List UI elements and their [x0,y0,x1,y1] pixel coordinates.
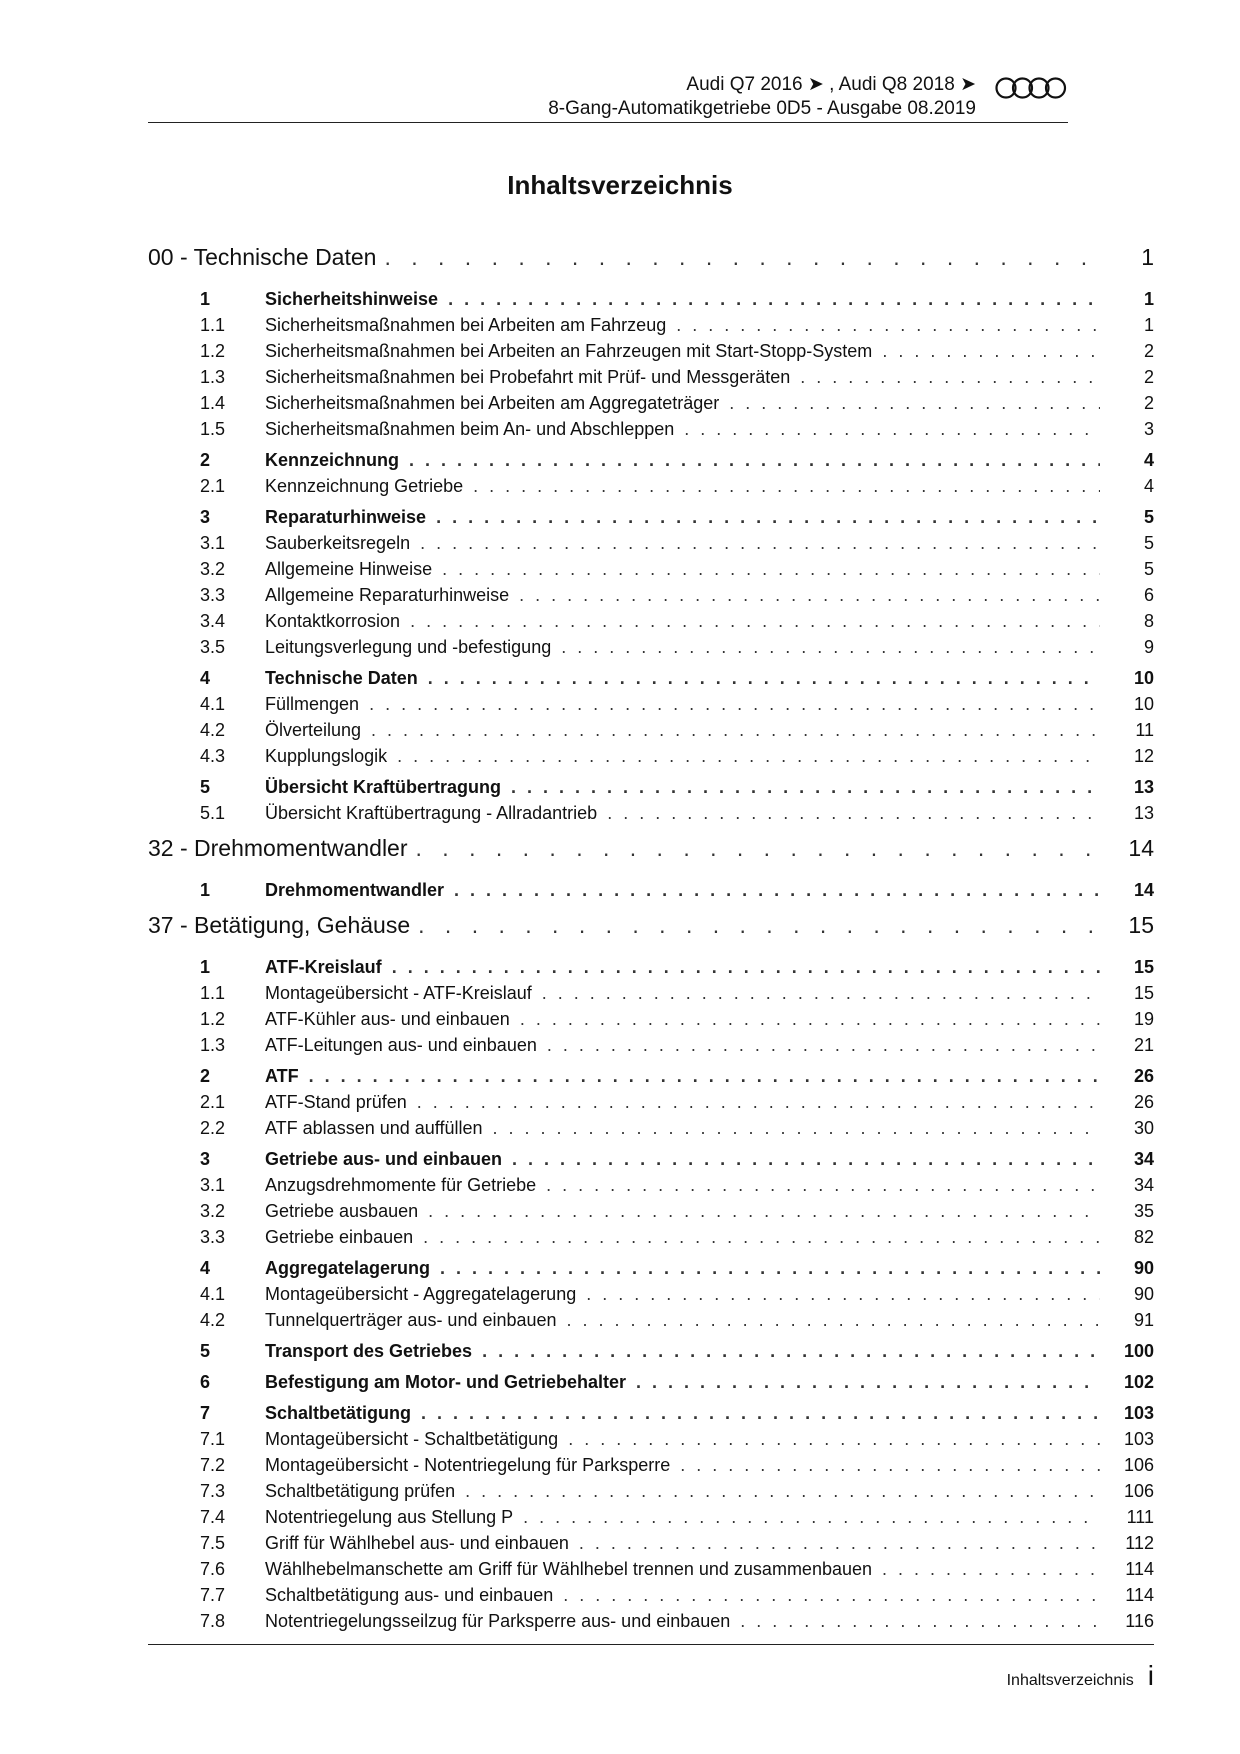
toc-entry-number: 2 [200,1066,211,1086]
toc-entry-number: 3.4 [200,611,226,631]
toc-section-entry[interactable] [148,777,1154,803]
toc-entry-number: 3.2 [200,1201,226,1221]
toc-subsection-entry[interactable] [148,393,1154,419]
toc-entry-number: 4.1 [200,1284,226,1304]
toc-leader-dots [454,880,1100,901]
toc-entry-title: Sicherheitsmaßnahmen bei Arbeiten am Aggregateträger [265,393,720,413]
toc-leader-dots [428,1201,1100,1222]
toc-entry-number: 7.4 [200,1507,226,1527]
footer-label: Inhaltsverzeichnis [1006,1672,1134,1689]
toc-entry-number: 7.8 [200,1611,226,1631]
toc-chapter-heading[interactable] [148,835,1154,875]
toc-entry-page: 19 [1133,1009,1154,1029]
toc-entry-title: Transport des Getriebes [265,1341,473,1361]
toc-entry-page: 21 [1133,1035,1154,1055]
toc-leader-dots [409,450,1100,471]
toc-leader-dots [882,1559,1100,1580]
toc-chapter-title: 32 - Drehmomentwandler [148,835,408,861]
toc-leader-dots [586,1284,1100,1305]
toc-entry-title: Befestigung am Motor- und Getriebehalter [265,1372,627,1392]
table-of-contents [148,238,1154,1637]
toc-entry-title: Füllmengen [265,694,360,714]
toc-chapter [148,244,1154,829]
toc-leader-dots [384,244,1100,271]
page-title: Inhaltsverzeichnis [507,170,733,200]
toc-leader-dots [309,1066,1100,1087]
toc-entry-number: 7.6 [200,1559,226,1579]
toc-entry-number: 7 [200,1403,211,1423]
toc-entry-number: 1.3 [200,367,226,387]
toc-subsection-entry[interactable] [148,1035,1154,1061]
toc-subsection-entry[interactable] [148,476,1154,502]
toc-entry-number: 1.2 [200,1009,226,1029]
toc-entry-number: 2.1 [200,476,226,496]
toc-entry-number: 4 [200,668,211,688]
toc-subsection-entry[interactable] [148,1009,1154,1035]
toc-entry-number: 1.2 [200,341,226,361]
toc-leader-dots [416,835,1100,862]
toc-subsection-entry[interactable] [148,1429,1154,1455]
toc-leader-dots [512,1149,1100,1170]
toc-chapter-page: 1 [1141,244,1154,270]
toc-entry-number: 7.2 [200,1455,226,1475]
toc-subsection-entry[interactable] [148,1481,1154,1507]
toc-entry-number: 1.1 [200,983,226,1003]
toc-entry-page: 9 [1143,637,1154,657]
toc-chapter-title: 37 - Betätigung, Gehäuse [148,912,411,938]
footer-page-number: i [1147,1660,1154,1691]
toc-entry-title: Montageübersicht - Notentriegelung für Parksperre [265,1455,671,1475]
toc-entry-number: 4.2 [200,1310,226,1330]
toc-entry-number: 6 [200,1372,211,1392]
toc-leader-dots [369,694,1100,715]
toc-entry-title: ATF-Leitungen aus- und einbauen [265,1035,537,1055]
toc-leader-dots [561,637,1100,658]
toc-leader-dots [421,1403,1100,1424]
toc-leader-dots [607,803,1100,824]
toc-subsection-entry[interactable] [148,1310,1154,1336]
toc-entry-number: 3.2 [200,559,226,579]
toc-entry-page: 90 [1133,1258,1154,1278]
toc-entry-number: 3.1 [200,533,226,553]
toc-leader-dots [420,533,1100,554]
toc-entry-page: 10 [1133,668,1154,688]
toc-entry-title: ATF-Kreislauf [265,957,382,977]
toc-entry-title: Sicherheitsmaßnahmen bei Arbeiten an Fahrzeugen mit Start-Stopp-System [265,341,873,361]
toc-subsection-entry[interactable] [148,746,1154,772]
toc-subsection-entry[interactable] [148,803,1154,829]
toc-entry-page: 3 [1143,419,1154,439]
toc-leader-dots [397,746,1100,767]
toc-entry-number: 3.1 [200,1175,226,1195]
page-footer [1007,1660,1154,1692]
toc-entry-title: ATF ablassen und auffüllen [265,1118,483,1138]
toc-entry-page: 116 [1125,1611,1154,1631]
toc-section-entry[interactable] [148,957,1154,983]
toc-entry-number: 1 [200,957,211,977]
toc-entry-page: 15 [1133,983,1154,1003]
toc-subsection-entry[interactable] [148,1201,1154,1227]
toc-subsection-entry[interactable] [148,1227,1154,1253]
toc-entry-number: 3 [200,507,211,527]
toc-entry-page: 111 [1126,1507,1154,1527]
toc-entry-title: Aggregatelagerung [265,1258,431,1278]
toc-section-entry[interactable] [148,1258,1154,1284]
toc-entry-page: 100 [1123,1341,1154,1361]
toc-entry-page: 14 [1133,880,1154,900]
toc-subsection-entry[interactable] [148,1585,1154,1611]
toc-subsection-entry[interactable] [148,983,1154,1009]
toc-entry-title: Wählhebelmanschette am Griff für Wählhebel trennen und zusammenbauen [265,1559,873,1579]
toc-entry-title: Sicherheitshinweise [265,289,439,309]
toc-subsection-entry[interactable] [148,694,1154,720]
toc-entry-number: 4 [200,1258,211,1278]
toc-section-entry[interactable] [148,668,1154,694]
toc-section-entry[interactable] [148,507,1154,533]
toc-entry-number: 1.1 [200,315,226,335]
toc-entry-title: Übersicht Kraftübertragung - Allradantrieb [265,803,598,823]
toc-leader-dots [440,1258,1100,1279]
toc-entry-page: 103 [1123,1429,1154,1449]
toc-subsection-entry[interactable] [148,533,1154,559]
toc-entry-page: 35 [1133,1201,1154,1221]
toc-leader-dots [448,289,1100,310]
toc-entry-page: 114 [1125,1585,1154,1605]
toc-section-entry[interactable] [148,450,1154,476]
toc-entry-number: 4.2 [200,720,226,740]
toc-leader-dots [542,983,1100,1004]
toc-leader-dots [418,912,1100,939]
toc-subsection-entry[interactable] [148,341,1154,367]
toc-leader-dots [442,559,1100,580]
toc-entry-title: Anzugsdrehmomente für Getriebe [265,1175,537,1195]
toc-entry-page: 5 [1143,533,1154,553]
toc-entry-page: 34 [1133,1149,1154,1169]
toc-entry-page: 34 [1133,1175,1154,1195]
toc-entry-title: Schaltbetätigung prüfen [265,1481,456,1501]
toc-leader-dots [729,393,1100,414]
toc-entry-page: 8 [1143,611,1154,631]
toc-subsection-entry[interactable] [148,1092,1154,1118]
toc-section-entry[interactable] [148,1372,1154,1398]
toc-entry-number: 3 [200,1149,211,1169]
toc-entry-number: 3.3 [200,1227,226,1247]
toc-entry-title: Notentriegelungsseilzug für Parksperre aus- und einbauen [265,1611,731,1631]
toc-subsection-entry[interactable] [148,1175,1154,1201]
toc-entry-title: Montageübersicht - Schaltbetätigung [265,1429,559,1449]
toc-leader-dots [371,720,1100,741]
toc-section-entry[interactable] [148,1149,1154,1175]
toc-subsection-entry[interactable] [148,559,1154,585]
toc-leader-dots [465,1481,1100,1502]
toc-chapter [148,835,1154,906]
toc-leader-dots [428,668,1100,689]
toc-entry-title: Reparaturhinweise [265,507,427,527]
toc-leader-dots [473,476,1100,497]
toc-leader-dots [547,1035,1100,1056]
toc-subsection-entry[interactable] [148,1455,1154,1481]
toc-entry-title: ATF [265,1066,299,1086]
toc-entry-page: 10 [1133,694,1154,714]
toc-leader-dots [684,419,1100,440]
toc-entry-number: 5 [200,777,211,797]
toc-entry-page: 2 [1143,367,1154,387]
toc-subsection-entry[interactable] [148,611,1154,637]
toc-entry-title: Allgemeine Reparaturhinweise [265,585,510,605]
toc-section-entry[interactable] [148,289,1154,315]
toc-entry-number: 1 [200,880,211,900]
toc-subsection-entry[interactable] [148,1284,1154,1310]
toc-entry-title: Übersicht Kraftübertragung [265,777,502,797]
toc-entry-title: Drehmomentwandler [265,880,445,900]
toc-entry-title: Kontaktkorrosion [265,611,401,631]
toc-entry-title: Tunnelquerträger aus- und einbauen [265,1310,557,1330]
toc-subsection-entry[interactable] [148,1507,1154,1533]
toc-leader-dots [636,1372,1100,1393]
toc-entry-title: Sicherheitsmaßnahmen bei Arbeiten am Fahrzeug [265,315,667,335]
toc-entry-page: 12 [1133,746,1154,766]
toc-entry-page: 5 [1143,507,1154,527]
toc-leader-dots [410,611,1100,632]
toc-leader-dots [579,1533,1100,1554]
toc-leader-dots [546,1175,1100,1196]
header-vehicle-line: Audi Q7 2016 ➤ , Audi Q8 2018 ➤ [686,74,976,95]
toc-section-entry[interactable] [148,1403,1154,1429]
toc-entry-title: Leitungsverlegung und -befestigung [265,637,552,657]
toc-entry-number: 3.3 [200,585,226,605]
toc-section-entry[interactable] [148,1066,1154,1092]
toc-entry-title: Montageübersicht - ATF-Kreislauf [265,983,532,1003]
toc-entry-number: 1.3 [200,1035,226,1055]
toc-leader-dots [482,1341,1100,1362]
toc-chapter-heading[interactable] [148,244,1154,284]
toc-entry-title: Kupplungslogik [265,746,388,766]
toc-subsection-entry[interactable] [148,1559,1154,1585]
toc-entry-number: 2.2 [200,1118,226,1138]
toc-entry-number: 3.5 [200,637,226,657]
toc-entry-page: 15 [1133,957,1154,977]
toc-leader-dots [423,1227,1100,1248]
toc-leader-dots [492,1118,1100,1139]
toc-entry-page: 2 [1143,393,1154,413]
toc-entry-page: 30 [1133,1118,1154,1138]
toc-entry-page: 11 [1135,720,1154,740]
toc-leader-dots [392,957,1100,978]
toc-chapter [148,912,1154,1637]
toc-entry-title: Technische Daten [265,668,418,688]
toc-entry-title: Notentriegelung aus Stellung P [265,1507,514,1527]
toc-entry-number: 4.3 [200,746,226,766]
toc-leader-dots [676,315,1100,336]
toc-entry-title: Sicherheitsmaßnahmen bei Probefahrt mit Prüf- und Messgeräten [265,367,791,387]
toc-entry-title: Ölverteilung [265,720,362,740]
toc-entry-page: 102 [1123,1372,1154,1392]
toc-subsection-entry[interactable] [148,720,1154,746]
toc-leader-dots [740,1611,1100,1632]
toc-entry-number: 2 [200,450,211,470]
toc-leader-dots [882,341,1100,362]
toc-entry-number: 7.1 [200,1429,226,1449]
toc-entry-page: 5 [1143,559,1154,579]
toc-entry-page: 106 [1123,1455,1154,1475]
toc-entry-page: 4 [1143,450,1154,470]
toc-entry-number: 1 [200,289,211,309]
footer-divider [148,1644,1154,1645]
toc-entry-number: 5 [200,1341,211,1361]
toc-entry-title: Getriebe ausbauen [265,1201,419,1221]
toc-chapter-page: 14 [1128,835,1154,861]
toc-chapter-heading[interactable] [148,912,1154,952]
toc-entry-page: 106 [1123,1481,1154,1501]
toc-entry-number: 5.1 [200,803,226,823]
toc-section-entry[interactable] [148,880,1154,906]
toc-entry-page: 91 [1133,1310,1154,1330]
toc-entry-title: Sauberkeitsregeln [265,533,411,553]
toc-leader-dots [680,1455,1100,1476]
toc-leader-dots [511,777,1100,798]
toc-leader-dots [567,1310,1100,1331]
toc-subsection-entry[interactable] [148,419,1154,445]
toc-leader-dots [519,585,1100,606]
toc-leader-dots [563,1585,1100,1606]
toc-leader-dots [436,507,1100,528]
toc-entry-page: 26 [1133,1066,1154,1086]
toc-entry-title: Kennzeichnung Getriebe [265,476,464,496]
toc-leader-dots [417,1092,1100,1113]
toc-entry-page: 114 [1125,1559,1154,1579]
toc-entry-page: 4 [1143,476,1154,496]
toc-entry-page: 82 [1133,1227,1154,1247]
header-gearbox-line: 8-Gang-Automatikgetriebe 0D5 - Ausgabe 08.2019 [548,98,976,119]
toc-entry-page: 112 [1125,1533,1154,1553]
toc-leader-dots [568,1429,1100,1450]
toc-leader-dots [800,367,1100,388]
toc-subsection-entry[interactable] [148,1118,1154,1144]
toc-entry-title: Schaltbetätigung [265,1403,412,1423]
toc-entry-number: 1.5 [200,419,226,439]
toc-subsection-entry[interactable] [148,315,1154,341]
toc-entry-page: 1 [1143,289,1154,309]
toc-entry-title: ATF-Stand prüfen [265,1092,407,1112]
toc-entry-title: Sicherheitsmaßnahmen beim An- und Abschleppen [265,419,675,439]
toc-entry-title: Kennzeichnung [265,450,399,470]
toc-chapter-page: 15 [1128,912,1154,938]
toc-entry-number: 7.5 [200,1533,226,1553]
toc-chapter-title: 00 - Technische Daten [148,244,377,270]
header-divider [148,122,1068,123]
toc-entry-number: 1.4 [200,393,226,413]
toc-leader-dots [523,1507,1100,1528]
toc-subsection-entry[interactable] [148,637,1154,663]
toc-section-entry[interactable] [148,1341,1154,1367]
toc-entry-title: Getriebe aus- und einbauen [265,1149,503,1169]
audi-rings-icon [994,76,1068,100]
toc-entry-page: 1 [1143,315,1154,335]
toc-entry-number: 7.7 [200,1585,226,1605]
toc-entry-title: Allgemeine Hinweise [265,559,433,579]
toc-entry-page: 13 [1133,777,1154,797]
toc-entry-page: 26 [1133,1092,1154,1112]
toc-entry-title: Griff für Wählhebel aus- und einbauen [265,1533,569,1553]
toc-subsection-entry[interactable] [148,1533,1154,1559]
toc-entry-page: 2 [1143,341,1154,361]
toc-entry-page: 13 [1133,803,1154,823]
toc-entry-number: 2.1 [200,1092,226,1112]
toc-entry-page: 103 [1123,1403,1154,1423]
toc-entry-title: ATF-Kühler aus- und einbauen [265,1009,510,1029]
toc-leader-dots [520,1009,1100,1030]
toc-subsection-entry[interactable] [148,367,1154,393]
toc-subsection-entry[interactable] [148,1611,1154,1637]
toc-entry-number: 4.1 [200,694,226,714]
toc-entry-title: Getriebe einbauen [265,1227,414,1247]
toc-entry-page: 90 [1133,1284,1154,1304]
toc-entry-title: Schaltbetätigung aus- und einbauen [265,1585,554,1605]
toc-subsection-entry[interactable] [148,585,1154,611]
toc-entry-number: 7.3 [200,1481,226,1501]
toc-entry-page: 6 [1143,585,1154,605]
toc-entry-title: Montageübersicht - Aggregatelagerung [265,1284,577,1304]
